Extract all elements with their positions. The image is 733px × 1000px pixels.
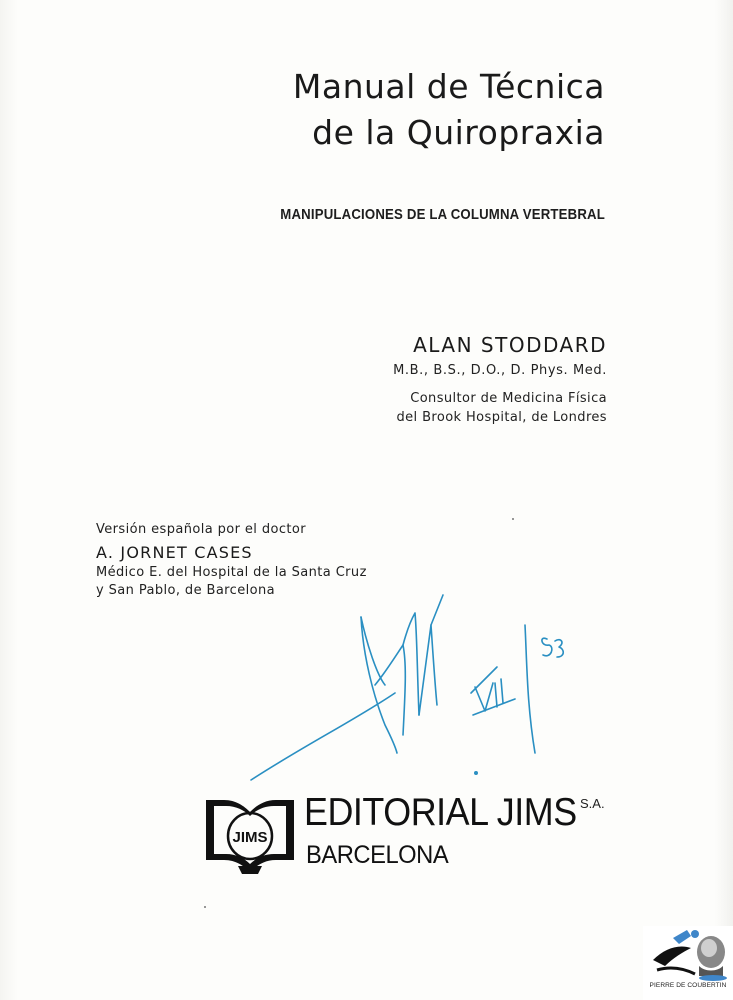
paper-speck bbox=[204, 906, 206, 908]
publisher-block bbox=[200, 790, 620, 880]
author-name: ALAN STODDARD bbox=[413, 333, 607, 357]
translator-role-line-2: y San Pablo, de Barcelona bbox=[96, 583, 275, 598]
publisher-city: BARCELONA bbox=[306, 841, 449, 869]
translator-name: A. JORNET CASES bbox=[96, 543, 253, 562]
author-role-line-2: del Brook Hospital, de Londres bbox=[396, 410, 607, 425]
watermark-text: PIERRE DE COUBERTIN bbox=[649, 982, 727, 989]
translator-role-line-1: Médico E. del Hospital de la Santa Cruz bbox=[96, 565, 367, 580]
author-role-line-1: Consultor de Medicina Física bbox=[410, 391, 607, 406]
publisher-name: EDITORIAL JIMS bbox=[304, 791, 577, 834]
author-block bbox=[393, 331, 607, 427]
translator-intro: Versión española por el doctor bbox=[96, 522, 307, 537]
book-title bbox=[293, 64, 605, 156]
runner-icon bbox=[643, 926, 733, 982]
publisher-suffix: S.A. bbox=[580, 796, 605, 811]
watermark-logo bbox=[643, 926, 733, 1000]
publisher-logo bbox=[200, 794, 300, 876]
publisher-logo-text: JIMS bbox=[232, 829, 268, 846]
book-title-line-1: Manual de Técnica bbox=[292, 67, 605, 106]
paper-speck bbox=[512, 518, 514, 520]
book-title-line-2: de la Quiropraxia bbox=[312, 113, 605, 152]
author-degrees: M.B., B.S., D.O., D. Phys. Med. bbox=[393, 363, 607, 378]
author-role bbox=[393, 389, 607, 427]
handwritten-signature bbox=[235, 575, 575, 790]
book-subtitle: MANIPULACIONES DE LA COLUMNA VERTEBRAL bbox=[280, 206, 605, 223]
